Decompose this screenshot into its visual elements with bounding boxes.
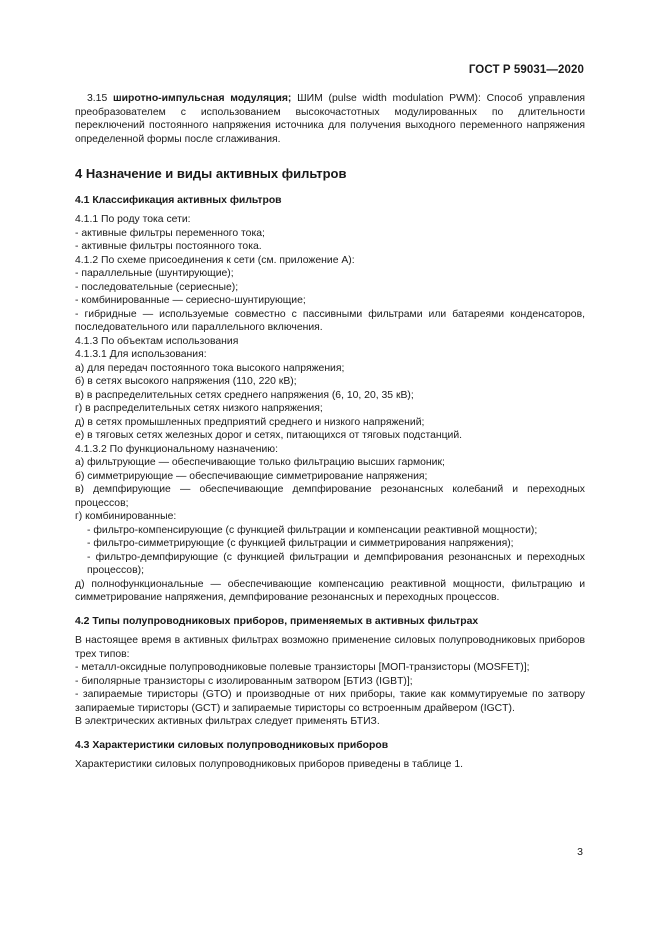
list-line: 4.1.3.1 Для использования: xyxy=(75,349,207,360)
section-4-3-title: 4.3 Характеристики силовых полупроводниковых приборов xyxy=(75,739,389,751)
list-line: - последовательные (сериесные); xyxy=(75,281,239,293)
list-line: г) в распределительных сетях низкого напряжения; xyxy=(75,403,323,414)
list-line: д) в сетях промышленных предприятий среднего и низкого напряжений; xyxy=(75,416,425,428)
term-definition-3-15 xyxy=(75,92,585,146)
list-line: 4.1.3.2 По функциональному назначению: xyxy=(75,443,278,455)
combined-item: - фильтро-симметрирующие (с функцией фильтрации и симметрирования напряжения); xyxy=(87,538,514,549)
section-4-1-title: 4.1 Классификация активных фильтров xyxy=(75,194,282,206)
list-line: а) для передач постоянного тока высокого напряжения; xyxy=(75,362,345,374)
combined-title: г) комбинированные: xyxy=(75,511,177,522)
section-4-3-text: Характеристики силовых полупроводниковых приборов приведены в таблице 1. xyxy=(75,759,463,770)
hybrid-item: - гибридные — используемые совместно с пассивными фильтрами или батареями конденсаторов, последовательного или параллельного включения. xyxy=(75,308,585,333)
list-line: в) в распределительных сетях среднего напряжения (6, 10, 20, 35 кВ); xyxy=(75,389,414,401)
term-abbrev: ШИМ (pulse width modulation PWM): Способ управления xyxy=(291,93,585,104)
list-line: 4.1.2 По схеме присоединения к сети (см. приложение А): xyxy=(75,254,355,266)
page-number: 3 xyxy=(577,846,583,858)
list-line: 4.1.3 По объектам использования xyxy=(75,335,239,347)
section-4-1-body xyxy=(75,213,585,605)
term-number: 3.15 xyxy=(87,93,108,104)
list-line: - параллельные (шунтирующие); xyxy=(75,268,234,279)
combined-damping-item: - фильтро-демпфирующие (с функцией фильтрации и демпфирования резонансных и переходных процессов); xyxy=(87,551,585,576)
section-4-2-intro: В настоящее время в активных фильтрах возможно применение силовых полупроводниковых приборов трех типов: xyxy=(75,635,585,660)
multifunctional-item: д) полнофункциональные — обеспечивающие компенсацию реактивной мощности, фильтрацию и симметрирование напряжения, демпфирование резонансных и переходных процессов. xyxy=(75,578,585,603)
damping-item: в) демпфирующие — обеспечивающие демпфирование резонансных колебаний и переходных процессов; xyxy=(75,484,585,509)
device-item: - металл-оксидные полупроводниковые полевые транзисторы [МОП-транзисторы (MOSFET)]; xyxy=(75,662,530,673)
list-line: - комбинированные — сериесно-шунтирующие; xyxy=(75,295,306,306)
term-title: широтно-импульсная модуляция; xyxy=(112,93,292,104)
section-4-title: 4 Назначение и виды активных фильтров xyxy=(75,166,347,181)
list-line: а) фильтрующие — обеспечивающие только фильтрацию высших гармоник; xyxy=(75,457,445,468)
list-line: 4.1.1 По роду тока сети: xyxy=(75,214,191,225)
document-body xyxy=(75,92,585,772)
thyristor-item: - запираемые тиристоры (GTO) и производные от них приборы, такие как коммутируемые по затвору запираемые тиристоры (GCT) и запираемые тиристоры со встроенным драйвером (IGCT). xyxy=(75,689,585,714)
term-definition-text: преобразователем с использованием высокочастотных модулированных по длительности переключений постоянного напряжения источника для получения выходного переменного напряжения определенной формы после сглаживания. xyxy=(75,106,585,145)
device-item: - биполярные транзисторы с изолированным затвором [БТИЗ (IGBT)]; xyxy=(75,675,413,687)
list-line: б) в сетях высокого напряжения (110, 220 кВ); xyxy=(75,376,297,387)
list-line: б) симметрирующие — обеспечивающие симметрирование напряжения; xyxy=(75,470,428,482)
document-code: ГОСТ Р 59031—2020 xyxy=(468,64,584,76)
section-4-2-conclusion: В электрических активных фильтрах следует применять БТИЗ. xyxy=(75,716,380,727)
section-4-2-body xyxy=(75,634,585,729)
list-line: е) в тяговых сетях железных дорог и сетях, питающихся от тяговых подстанций. xyxy=(75,430,463,441)
list-line: - активные фильтры переменного тока; xyxy=(75,227,265,239)
section-4-2-title: 4.2 Типы полупроводниковых приборов, применяемых в активных фильтрах xyxy=(75,615,479,627)
combined-item: - фильтро-компенсирующие (с функцией фильтрации и компенсации реактивной мощности); xyxy=(87,524,538,536)
list-line: - активные фильтры постоянного тока. xyxy=(75,241,262,252)
